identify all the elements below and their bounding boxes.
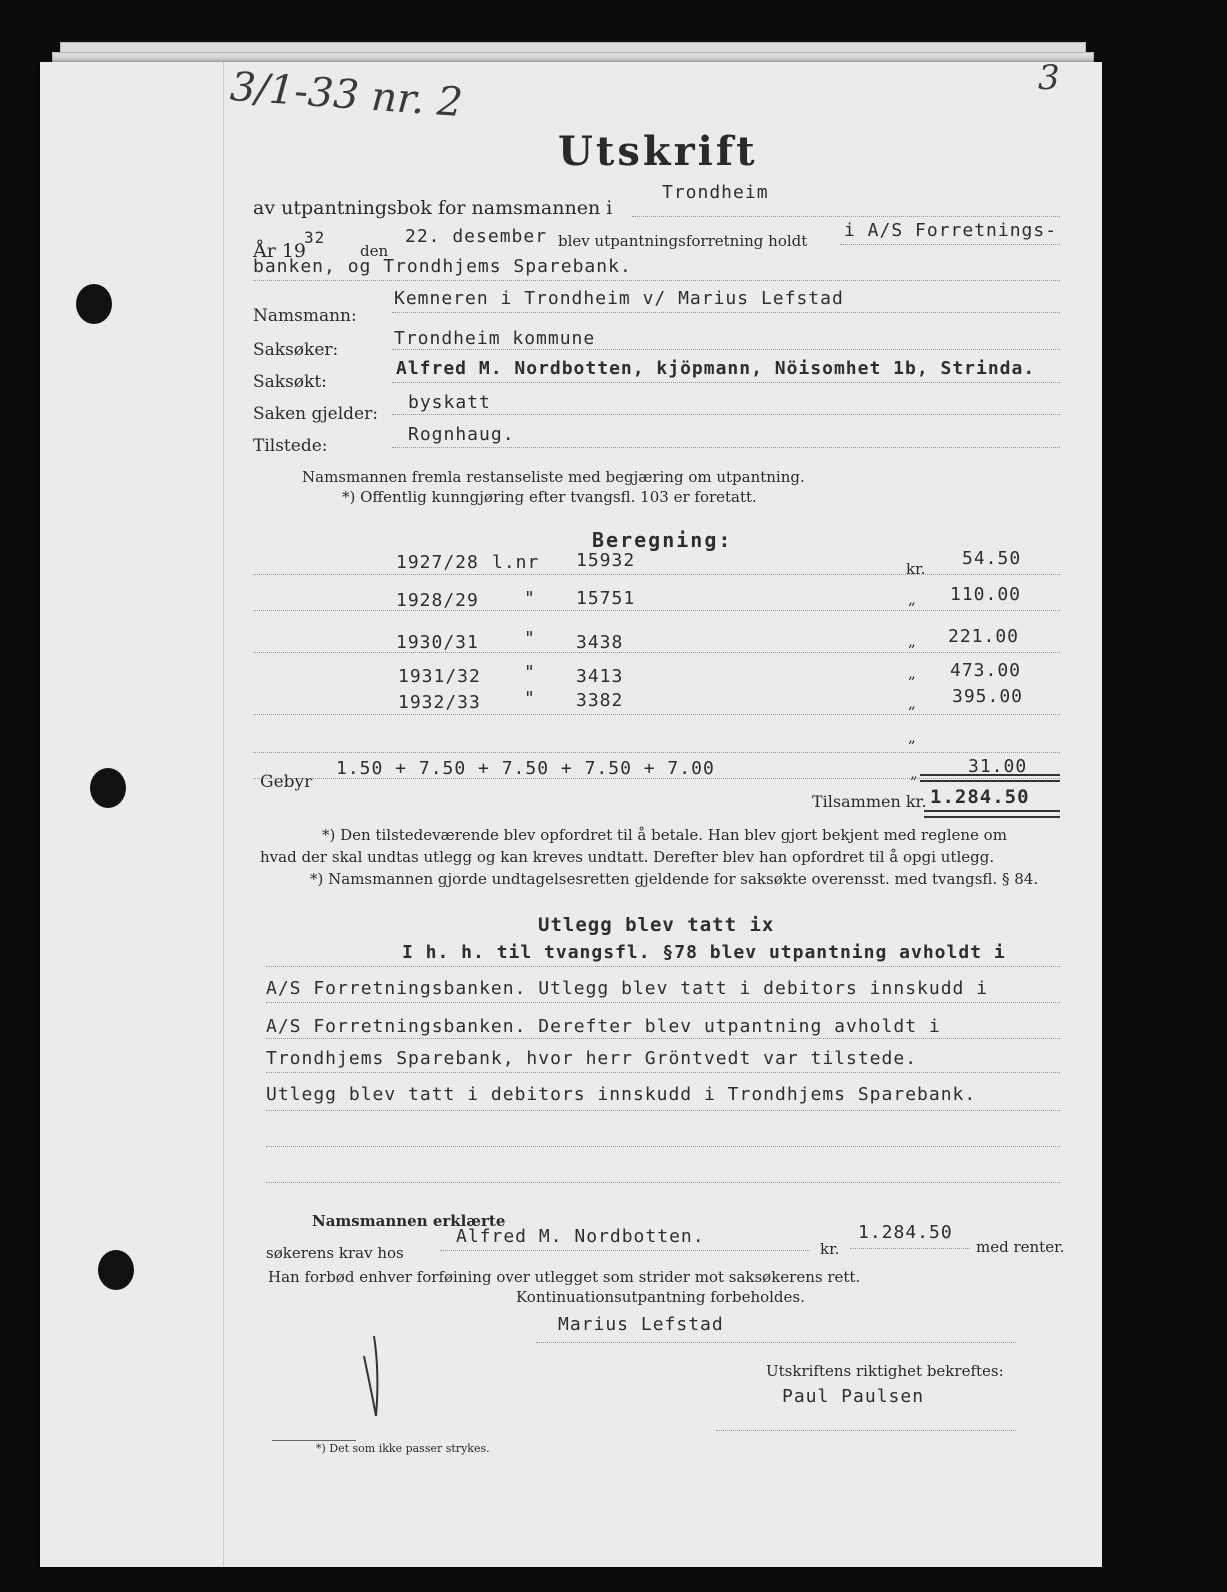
utlegg-rule-1 [266, 966, 1060, 967]
declaration-suffix: med renter. [976, 1238, 1065, 1256]
city-line [632, 216, 1060, 217]
row-4-number: 3413 [576, 666, 624, 687]
utlegg-rule-2 [266, 1002, 1060, 1003]
place-line-2: banken, og Trondhjems Sparebank. [253, 256, 632, 277]
empty-row-rule [253, 752, 1060, 753]
field-rule-tilstede [392, 447, 1060, 448]
field-label-saksokt: Saksøkt: [253, 372, 327, 392]
preamble-line-2: *) Offentlig kunngjøring efter tvangsfl. 103 er foretatt. [342, 488, 757, 506]
row-3-number: 3438 [576, 632, 624, 653]
gebyr-amount: 31.00 [968, 756, 1028, 777]
gebyr-prefix: „ [910, 764, 918, 782]
row-5-period: 1932/33 [398, 692, 481, 713]
city-value: Trondheim [662, 182, 769, 203]
row-5-rule [253, 714, 1060, 715]
place-line-2-rule [253, 280, 1060, 281]
row-1-prefix: kr. [906, 560, 926, 578]
field-label-saken-gjelder: Saken gjelder: [253, 404, 378, 424]
certification-name: Paul Paulsen [782, 1386, 925, 1407]
declaration-line-3: Han forbød enhver forføining over utlegget som strider mot saksøkerens rett. [268, 1268, 861, 1286]
certification-rule [716, 1430, 1016, 1431]
row-3-prefix: „ [908, 632, 916, 650]
utlegg-rule-6 [266, 1146, 1060, 1147]
row-2-type: " [524, 588, 536, 609]
row-1-number: 15932 [576, 550, 636, 571]
punch-hole-top [76, 284, 112, 324]
row-1-period: 1927/28 [396, 552, 479, 573]
declaration-amount-rule [850, 1248, 970, 1249]
gebyr-calc: 1.50 + 7.50 + 7.50 + 7.50 + 7.00 [336, 758, 715, 779]
row-2-prefix: „ [908, 590, 916, 608]
den-label: den [360, 242, 389, 260]
margin-rule [223, 62, 224, 1567]
field-value-namsmann: Kemneren i Trondheim v/ Marius Lefstad [394, 288, 844, 309]
document-page [40, 62, 1102, 1567]
row-3-rule [253, 652, 1060, 653]
footnote: *) Det som ikke passer strykes. [316, 1442, 490, 1455]
row-5-type: " [524, 688, 536, 709]
gebyr-sum-rule [920, 774, 1060, 782]
utlegg-line-1: I h. h. til tvangsfl. §78 blev utpantning avholdt i [402, 942, 1006, 963]
row-4-prefix: „ [908, 664, 916, 682]
punch-hole-middle [90, 768, 126, 808]
year-suffix: 32 [304, 228, 326, 247]
intro-label: av utpantningsbok for namsmannen i [253, 197, 613, 219]
row-2-amount: 110.00 [950, 584, 1022, 605]
page-number: 3 [1038, 62, 1060, 98]
field-rule-saken-gjelder [392, 414, 1060, 415]
preamble-line-1: Namsmannen fremla restanseliste med begjæring om utpantning. [302, 468, 805, 486]
place-line-1: i A/S Forretnings- [844, 220, 1058, 241]
handwritten-reference: 3/1-33 nr. 2 [228, 63, 465, 127]
row-3-period: 1930/31 [396, 632, 479, 653]
row-2-rule [253, 610, 1060, 611]
declaration-debtor: Alfred M. Nordbotten. [456, 1226, 705, 1247]
row-2-period: 1928/29 [396, 590, 479, 611]
held-label: blev utpantningsforretning holdt [558, 232, 808, 250]
field-label-tilstede: Tilstede: [253, 436, 328, 456]
field-rule-saksokt [392, 382, 1060, 383]
total-double-rule [924, 810, 1060, 818]
row-3-amount: 221.00 [948, 626, 1020, 647]
field-rule-saksoker [392, 349, 1060, 350]
field-label-saksoker: Saksøker: [253, 340, 339, 360]
utlegg-line-4: Trondhjems Sparebank, hvor herr Gröntvedt var tilstede. [266, 1048, 918, 1069]
row-4-type: " [524, 662, 536, 683]
utlegg-line-3: A/S Forretningsbanken. Derefter blev utpantning avholdt i [266, 1016, 941, 1037]
field-value-saksoker: Trondheim kommune [394, 328, 596, 349]
row-3-type: " [524, 628, 536, 649]
declaration-bold: Namsmannen erklærte [312, 1212, 506, 1230]
empty-row-prefix: „ [908, 728, 916, 746]
footnote-rule [272, 1440, 356, 1441]
place-line-1-rule [840, 244, 1060, 245]
field-value-saken-gjelder: byskatt [408, 392, 491, 413]
utlegg-rule-7 [266, 1182, 1060, 1183]
note-line-2: hvad der skal undtas utlegg og kan kreves undtatt. Derefter blev han opfordret til å opgi utlegg. [260, 848, 995, 866]
utlegg-heading: Utlegg blev tatt ix [538, 914, 775, 936]
handwritten-checkmark [360, 1332, 390, 1422]
row-1-rule [253, 574, 1060, 575]
row-5-number: 3382 [576, 690, 624, 711]
row-4-period: 1931/32 [398, 666, 481, 687]
utlegg-line-2: A/S Forretningsbanken. Utlegg blev tatt i debitors innskudd i [266, 978, 989, 999]
punch-hole-bottom [98, 1250, 134, 1290]
field-rule-namsmann [392, 312, 1060, 313]
year-label: År 19 [253, 240, 307, 262]
utlegg-rule-5 [266, 1110, 1060, 1111]
declaration-amount: 1.284.50 [858, 1222, 953, 1243]
total-label: Tilsammen kr. [812, 792, 927, 811]
row-1-amount: 54.50 [962, 548, 1022, 569]
note-line-1: *) Den tilstedeværende blev opfordret til å betale. Han blev gjort bekjent med reglene om [322, 826, 1007, 844]
utlegg-rule-4 [266, 1072, 1060, 1073]
declaration-kr: kr. [820, 1240, 840, 1258]
row-5-amount: 395.00 [952, 686, 1024, 707]
field-label-namsmann: Namsmann: [253, 306, 357, 326]
note-line-3: *) Namsmannen gjorde undtagelsesretten gjeldende for saksøkte overensst. med tvangsfl. § 84. [310, 870, 1039, 888]
declaration-line-4: Kontinuationsutpantning forbeholdes. [516, 1288, 805, 1306]
gebyr-label: Gebyr [260, 772, 313, 792]
utlegg-rule-3 [266, 1038, 1060, 1039]
beregning-heading: Beregning: [592, 528, 733, 552]
certification-label: Utskriftens riktighet bekreftes: [766, 1362, 1004, 1380]
field-value-saksokt: Alfred M. Nordbotten, kjöpmann, Nöisomhet 1b, Strinda. [396, 358, 1036, 379]
row-2-number: 15751 [576, 588, 636, 609]
declaration-debtor-rule [440, 1250, 810, 1251]
date-value: 22. desember [405, 226, 548, 247]
row-4-amount: 473.00 [950, 660, 1022, 681]
utlegg-line-5: Utlegg blev tatt i debitors innskudd i Trondhjems Sparebank. [266, 1084, 977, 1105]
declaration-signer: Marius Lefstad [558, 1314, 724, 1335]
total-amount: 1.284.50 [930, 786, 1030, 808]
page-title: Utskrift [558, 128, 758, 175]
field-value-tilstede: Rognhaug. [408, 424, 515, 445]
declaration-line-2-label: søkerens krav hos [266, 1244, 404, 1262]
declaration-signer-rule [536, 1342, 1016, 1343]
row-1-type: l.nr [492, 552, 540, 573]
row-5-prefix: „ [908, 694, 916, 712]
